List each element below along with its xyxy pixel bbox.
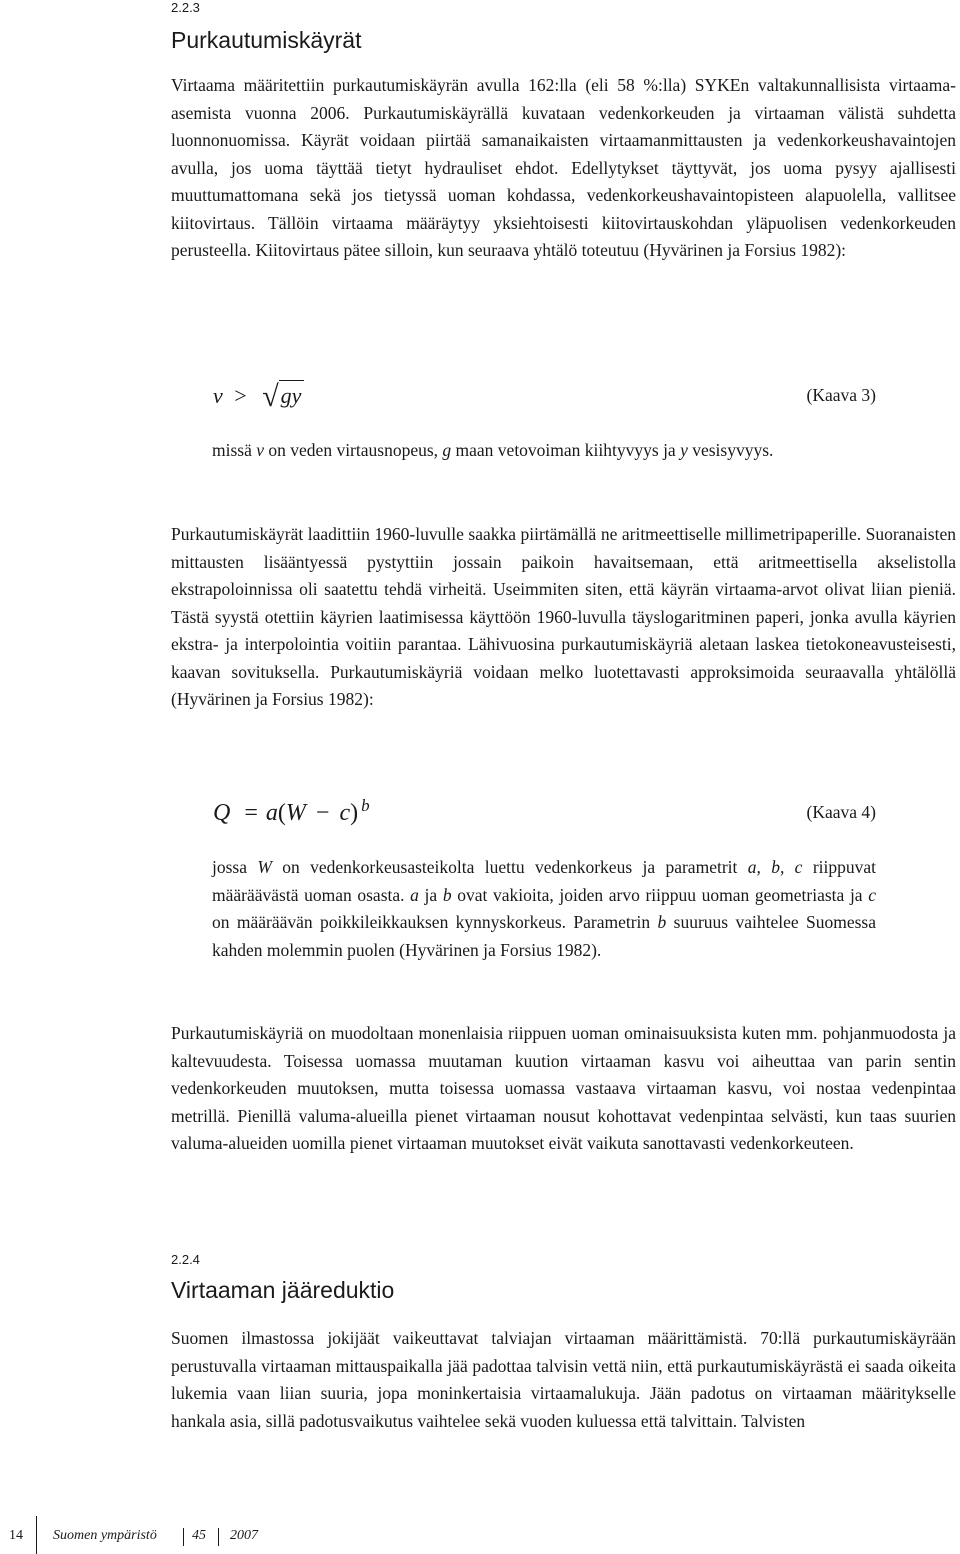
paragraph: Purkautumiskäyrät laadittiin 1960-luvulle saakka piirtämällä ne aritmeettiselle millimetripaperille. Suoranaisten mittausten lisääntyessä pystyttiin jossain paikoin havaitsemaan, että aritmeettisella akselistolla ekstrapoloinnissa oli saatettu tehdä virheitä. Useimmiten siten, että käyrän virtaama-arvot olivat liian pieniä. Tästä syystä otettiin käyrien laatimisessa käyttöön 1960-luvulla täyslogaritminen paperi, jonka avulla käyrien ekstra- ja interpolointia voitiin parantaa. Lähivuosina purkautumiskäyriä aletaan laskea tietokoneavusteisesti, kaavan sovituksella. Purkautumiskäyriä voidaan melko luotettavasti approksimoida seuraavalla yhtälöllä (Hyvärinen ja Forsius 1982): — [171, 524, 956, 709]
formula-paren: ) — [350, 800, 359, 826]
formula-variable: Q — [213, 800, 231, 826]
formula-kaava-3 — [213, 380, 304, 414]
text: on määräävän poikkileikkauksen kynnyskorkeus. Parametrin — [212, 912, 658, 932]
formula-variable: a — [265, 800, 278, 826]
text: ja — [418, 884, 443, 905]
radical-sign-icon: √ — [262, 380, 279, 413]
series-name: Suomen ympäristö — [53, 1528, 157, 1543]
section-number: 2.2.4 — [171, 1252, 200, 1267]
section-title: Virtaaman jääreduktio — [171, 1277, 395, 1303]
symbol: a — [410, 884, 419, 905]
text: on vedenkorkeusasteikolta luettu vedenkorkeus ja parametrit — [271, 857, 748, 877]
issue-number: 45 — [192, 1528, 206, 1543]
footer-divider — [36, 1516, 37, 1554]
formula-variable: W — [285, 800, 306, 826]
radicand: gy — [279, 380, 305, 409]
symbol: a, b, c — [747, 857, 803, 877]
text: ovat vakioita, joiden arvo riippuu uoman geometriasta ja — [451, 884, 869, 905]
text: suuruus vaihtelee Suomessa kahden molemmin puolen (Hyvärinen ja Forsius 1982). — [212, 912, 876, 960]
formula-operator: = — [244, 800, 258, 826]
formula-operator: > — [234, 383, 247, 408]
formula-variable: v — [213, 383, 223, 408]
symbol: W — [257, 857, 272, 877]
page-footer — [0, 1526, 960, 1552]
formula-label: (Kaava 4) — [806, 802, 876, 822]
formula-paren: ( — [277, 800, 286, 826]
formula-operator: − — [315, 800, 330, 826]
square-root — [262, 380, 304, 414]
formula-exponent: b — [361, 796, 370, 815]
symbol: y — [680, 440, 688, 460]
section-number: 2.2.3 — [171, 0, 200, 15]
symbol: b — [442, 884, 452, 905]
text: on veden virtausnopeus, — [264, 440, 443, 460]
symbol: b — [657, 912, 667, 932]
footer-separator — [218, 1528, 219, 1546]
formula-kaava-4 — [213, 796, 370, 827]
formula-variable: c — [339, 800, 351, 826]
text: jossa — [212, 857, 258, 877]
text: missä — [212, 440, 257, 460]
text: maan vetovoiman kiihtyvyys ja — [451, 440, 681, 460]
formula-label: (Kaava 3) — [806, 385, 876, 405]
paragraph: Virtaama määritettiin purkautumiskäyrän avulla 162:lla (eli 58 %:lla) SYKEn valtakunnallisista virtaama-asemista vuonna 2006. Purkautumiskäyrällä kuvataan vedenkorkeuden ja virtaaman välistä suhdetta luonnonuomissa. Käyrät voidaan piirtää samanaikaisten virtaamanmittausten ja vedenkorkeushavaintojen avulla, jos uoma täyttää tietyt hydrauliset ehdot. Edellytykset täyttyvät, jos uoma pysyy ajallisesti muuttumattomana sekä jos tietyssä uoman kohdassa, vedenkorkeushavaintopisteen alapuolella, vallitsee kiitovirtaus. Tällöin virtaama määräytyy yksiehtoisesti kiitovirtauskohdan yläpuolisen vedenkorkeuden perusteella. Kiitovirtaus pätee silloin, kun seuraava yhtälö toteutuu (Hyvärinen ja Forsius 1982): — [171, 75, 956, 260]
symbol: c — [868, 884, 876, 905]
footer-separator — [183, 1528, 184, 1546]
paragraph: Suomen ilmastossa jokijäät vaikeuttavat talviajan virtaaman määrittämistä. 70:llä purkautumiskäyrään perustuvalla virtaaman mittauspaikalla jää padottaa talvisin vettä niin, että purkautumiskäyrästä ei saada oikeita lukemia vaan liian suuria, jopa moninkertaisia virtaamalukuja. Jään padotus on virtaaman määritykselle hankala asia, sillä padotusvaikutus vaihtelee sekä vuoden kuluessa että talvittain. Talvisten — [171, 1328, 956, 1431]
text: riippuvat määräävästä uoman osasta. — [212, 857, 877, 905]
section-title: Purkautumiskäyrät — [171, 27, 362, 53]
formula-explanation — [212, 437, 876, 465]
formula-explanation — [212, 854, 876, 964]
text: vesisyvyys. — [687, 440, 774, 460]
paragraph: Purkautumiskäyriä on muodoltaan monenlaisia riippuen uoman ominaisuuksista kuten mm. pohjanmuodosta ja kaltevuudesta. Toisessa uomassa muutaman kuution virtaaman kasvu voi aiheuttaa van parin sentin vedenkorkeuden muutoksen, mutta toisessa uomassa vastaava virtaaman kasvu, voi nostaa vedenpintaa metrillä. Pienillä valuma-alueilla pienet virtaaman nousut kohottavat vedenpintaa selvästi, kun taas suurien valuma-alueiden uomilla pienet virtaaman muutokset eivät vaikuta sanottavasti vedenkorkeuteen. — [171, 1023, 956, 1153]
publication-year: 2007 — [230, 1528, 258, 1543]
symbol: v — [256, 440, 265, 460]
page-number: 14 — [9, 1528, 23, 1543]
symbol: g — [442, 440, 452, 460]
